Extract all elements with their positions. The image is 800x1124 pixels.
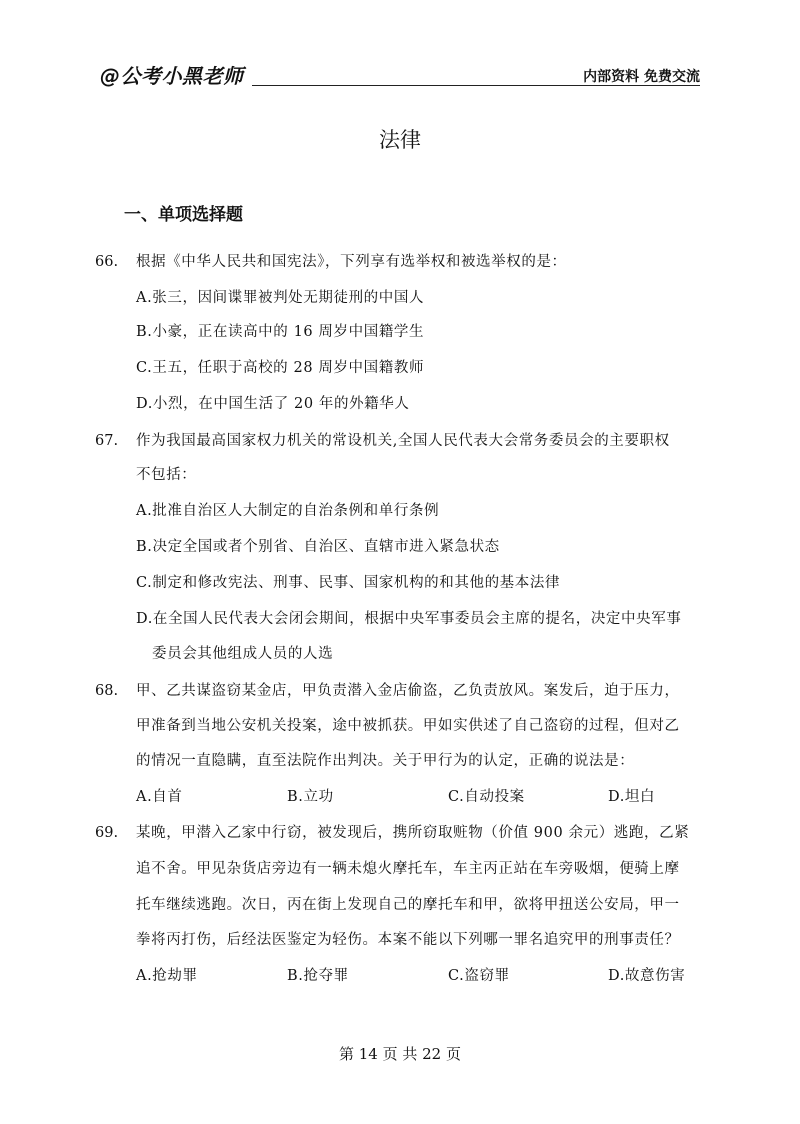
question-66-option-c: C.王五，任职于高校的 28 周岁中国籍教师 — [136, 360, 425, 376]
question-69-stem-line4: 拳将丙打伤，后经法医鉴定为轻伤。本案不能以下列哪一罪名追究甲的刑事责任？ — [136, 932, 680, 948]
question-69-option-b: B.抢夺罪 — [287, 968, 349, 984]
question-number-68: 68. — [95, 683, 119, 699]
question-67-option-d-line2: 委员会其他组成人员的人选 — [152, 646, 334, 662]
question-66-option-b: B.小豪，正在读高中的 16 周岁中国籍学生 — [136, 324, 425, 340]
question-67-option-d-line1: D.在全国人民代表大会闭会期间，根据中央军事委员会主席的提名，决定中央军事 — [136, 611, 682, 627]
question-68-option-c: C.自动投案 — [448, 789, 525, 805]
question-67-option-b: B.决定全国或者个别省、自治区、直辖市进入紧急状态 — [136, 539, 500, 555]
question-67-stem-line2: 不包括： — [136, 467, 197, 483]
question-67-stem-line1: 作为我国最高国家权力机关的常设机关,全国人民代表大会常务委员会的主要职权 — [136, 433, 670, 449]
question-69-option-c: C.盗窃罪 — [448, 968, 510, 984]
question-number-66: 66. — [95, 254, 119, 270]
question-67-option-a: A.批准自治区人大制定的自治条例和单行条例 — [136, 503, 440, 519]
question-68-stem-line3: 的情况一直隐瞒，直至法院作出判决。关于甲行为的认定，正确的说法是： — [136, 753, 635, 769]
question-68-option-a: A.自首 — [136, 789, 183, 805]
question-66-option-a: A.张三，因间谍罪被判处无期徒刑的中国人 — [136, 290, 425, 306]
question-69-option-a: A.抢劫罪 — [136, 968, 198, 984]
question-68-stem-line2: 甲准备到当地公安机关投案，途中被抓获。甲如实供述了自己盗窃的过程，但对乙 — [136, 718, 680, 734]
page-footer: 第 14 页 共 22 页 — [338, 1045, 461, 1063]
question-68-option-b: B.立功 — [287, 789, 334, 805]
section-heading: 一、单项选择题 — [124, 205, 243, 225]
page-header — [100, 60, 700, 90]
page-title: 法律 — [379, 128, 421, 152]
question-number-69: 69. — [95, 825, 119, 841]
header-note: 内部资料 免费交流 — [583, 69, 700, 85]
question-69-stem-line3: 托车继续逃跑。次日，丙在街上发现自己的摩托车和甲，欲将甲扭送公安局，甲一 — [136, 897, 680, 913]
question-68-stem-line1: 甲、乙共谋盗窃某金店，甲负责潜入金店偷盗，乙负责放风。案发后，迫于压力， — [136, 683, 680, 699]
question-69-option-d: D.故意伤害 — [608, 968, 686, 984]
question-66-option-d: D.小烈，在中国生活了 20 年的外籍华人 — [136, 396, 410, 412]
question-number-67: 67. — [95, 433, 119, 449]
brand-logo-text: @公考小黑老师 — [100, 64, 244, 88]
question-69-stem-line2: 追不舍。甲见杂货店旁边有一辆未熄火摩托车，车主丙正站在车旁吸烟，便骑上摩 — [136, 861, 680, 877]
question-66-stem: 根据《中华人民共和国宪法》，下列享有选举权和被选举权的是： — [136, 254, 567, 270]
question-69-stem-line1: 某晚，甲潜入乙家中行窃，被发现后，携所窃取赃物（价值 900 余元）逃跑，乙紧 — [136, 825, 690, 841]
question-67-option-c: C.制定和修改宪法、刑事、民事、国家机构的和其他的基本法律 — [136, 575, 561, 591]
question-68-option-d: D.坦白 — [608, 789, 656, 805]
